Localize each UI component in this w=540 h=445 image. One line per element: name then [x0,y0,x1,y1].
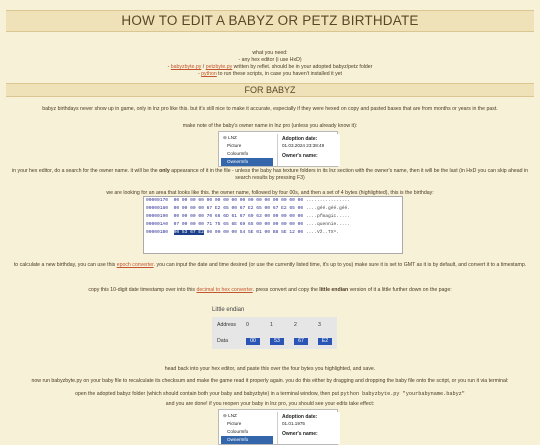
hex-bytes: 00 00 00 00 54 5E 01 00 B8 5E 12 00 [203,230,304,235]
hex-bytes: 00 00 00 00 67 E2 65 00 67 E2 65 00 67 E2 65 00 [173,206,304,211]
data-byte[interactable]: 00 [246,338,260,345]
text: . press convert and copy the [252,287,320,293]
text: copy this 10-digit date timestamp over into this [88,287,197,293]
tree-item-ownerinfo[interactable]: OwnerInfo [221,158,273,166]
hex-row [144,205,402,213]
tree-item-label: LNZ [228,413,237,418]
data-byte[interactable]: E2 [318,338,332,345]
tree-item-ownerinfo[interactable]: OwnerInfo [221,436,273,444]
hex-address: 000001B0 [146,230,169,235]
hex-editor-view [143,196,403,254]
data-byte[interactable]: 53 [270,338,284,345]
hex-ascii: ....quennie..... [303,222,351,227]
tree-item-lnz[interactable] [221,412,273,420]
adoption-date-value: 01.03.2024 23:38:49 [282,142,325,148]
hex-address: 00000180 [146,206,169,211]
lnz-pro-panel-after [218,409,338,445]
hex-ascii: ................ [303,198,351,203]
address-cell: 1 [270,321,273,328]
lnz-pro-panel-before [218,131,338,167]
paragraph-epoch [6,262,534,269]
little-endian-box [212,306,328,362]
hex-address: 000001A0 [146,222,169,227]
tree-item-label: LNZ [228,135,237,140]
address-label: Address [217,321,237,328]
hex-bytes: 00 00 00 00 00 00 00 00 00 00 00 00 00 00 00 00 [173,198,304,203]
expand-icon: ⊖ [223,135,227,140]
tree-item-colourinfo[interactable]: ColourInfo [227,151,249,156]
paragraph-intro: babyz birthdays never show up in game, only in lnz pro like this. but it's still nice to make it accurate, especially if they were hexed on copy and pasted bases that are from months or years in the past. [42,106,498,112]
paragraph-done: and you are done! if you reopen your baby in lnz pro, you should see your edits take effect: [165,401,375,407]
emphasis-little-endian: little endian [319,287,349,293]
paragraph-hex-convert [6,287,534,294]
lnz-tree [221,134,273,166]
tree-item-lnz[interactable] [221,134,273,142]
paragraph-terminal [6,391,534,398]
adoption-date-value: 01.01.1975 [282,420,305,426]
adoption-date-label: Adoption date: [282,414,318,420]
hex-converter-link[interactable]: decimal to hex converter [196,287,253,293]
paragraph-paste: head back into your hex editor, and paste this over the four bytes you highlighted, and save. [164,366,376,372]
requirement-hex: - any hex editor (i use HxD) [238,57,302,64]
paragraph-owner-name: make note of the baby's owner name in lnz pro (unless you already know it): [182,123,358,129]
requirements [6,50,534,78]
hex-row [144,213,402,221]
hex-bytes: 00 00 00 00 70 66 6D 61 67 69 63 00 00 00 00 00 [173,214,304,219]
hex-birthday-bytes-highlighted[interactable]: 00 53 67 E2 [173,230,204,235]
scripts-description: written by reflet. should be in your adopted babyz/petz folder [232,64,373,71]
little-endian-title: Little endian [212,307,245,313]
owner-info-pane [277,412,340,444]
requirement-scripts: - babyzbyte.py / petzbyte.py written by reflet. should be in your adopted babyz/petz folder [167,64,373,71]
address-cell: 0 [246,321,249,328]
hex-row [144,221,402,229]
bullet: - [197,71,202,78]
lnz-tree [221,412,273,444]
section-heading-babyz: FOR BABYZ [6,83,534,97]
text: version of it a little further down on the page: [348,287,452,293]
owner-info-pane [277,134,340,166]
separator: / [201,64,206,71]
page-title: HOW TO EDIT A BABYZ OR PETZ BIRTHDATE [6,10,534,32]
text: to calculate a new birthday, you can use this [13,262,117,268]
owner-name-label: Owner's name: [282,152,318,159]
address-cell: 3 [318,321,321,328]
expand-icon: ⊖ [223,413,227,418]
tree-item-picture[interactable]: Picture [227,143,242,148]
page [0,10,540,442]
data-label: Data [217,337,228,344]
hex-row [144,229,402,237]
paragraph-hex-search [6,168,534,182]
owner-name-label: Owner's name: [282,430,318,437]
epoch-converter-link[interactable]: epoch converter [116,262,154,268]
little-endian-table [212,317,337,349]
hex-address: 00000170 [146,198,169,203]
requirements-heading: what you need: [252,50,288,56]
hex-ascii: ....géé.géé.géé. [303,206,351,211]
hex-row [144,197,402,205]
text: appearance of it in the file - unless the baby has texture folders in its lnz section with the owner's name, then it will be the last (in HxD you can skip ahead in search results by pressing F3) [169,168,528,182]
hex-ascii: ....Vž..TX^. [303,230,339,235]
text: in your hex editor, do a search for the owner name. it will be the [12,168,160,174]
data-row [212,333,337,349]
data-byte[interactable]: 67 [294,338,308,345]
petzbyte-link[interactable]: petzbyte.py [205,64,233,71]
tree-item-picture[interactable]: Picture [227,421,242,426]
requirement-python [6,71,534,78]
paragraph-run-script: now run babyzbyte.py on your baby file to recalculate its checksum and make the game read it properly again. you do this either by dragging and dropping the baby file onto the script, or you run it via terminal: [31,378,509,384]
hex-address: 00000190 [146,214,169,219]
terminal-command: python babyzbyte.py "yourbabyname.babyz" [340,391,465,397]
python-description: to run these scripts, in case you haven't installed it yet [216,71,343,78]
paragraph-hex-area: we are looking for an area that looks like this. the owner name, followed by four 00s, and then a set of 4 bytes (highlighted), this is the birthday: [106,190,434,196]
tree-item-colourinfo[interactable]: ColourInfo [227,429,249,434]
babyzbyte-link[interactable]: babyzbyte.py [170,64,202,71]
hex-bytes: 07 00 00 00 71 75 65 6E 69 65 00 00 00 00 00 00 [173,222,304,227]
text: . you can input the date and time desired (or use the currently listed time, it's up to you) make sure it is set to GMT as it is by default, and convert it to a timestamp. [153,262,527,268]
address-row [212,317,337,333]
text: open the adopted babyz folder (which should contain both your baby and babyzbyte) in a terminal window, then put [75,391,341,397]
hex-ascii: ....pfmagic..... [303,214,351,219]
python-link[interactable]: python [201,71,217,78]
emphasis-only: only [159,168,170,174]
adoption-date-label: Adoption date: [282,136,318,142]
address-cell: 2 [294,321,297,328]
